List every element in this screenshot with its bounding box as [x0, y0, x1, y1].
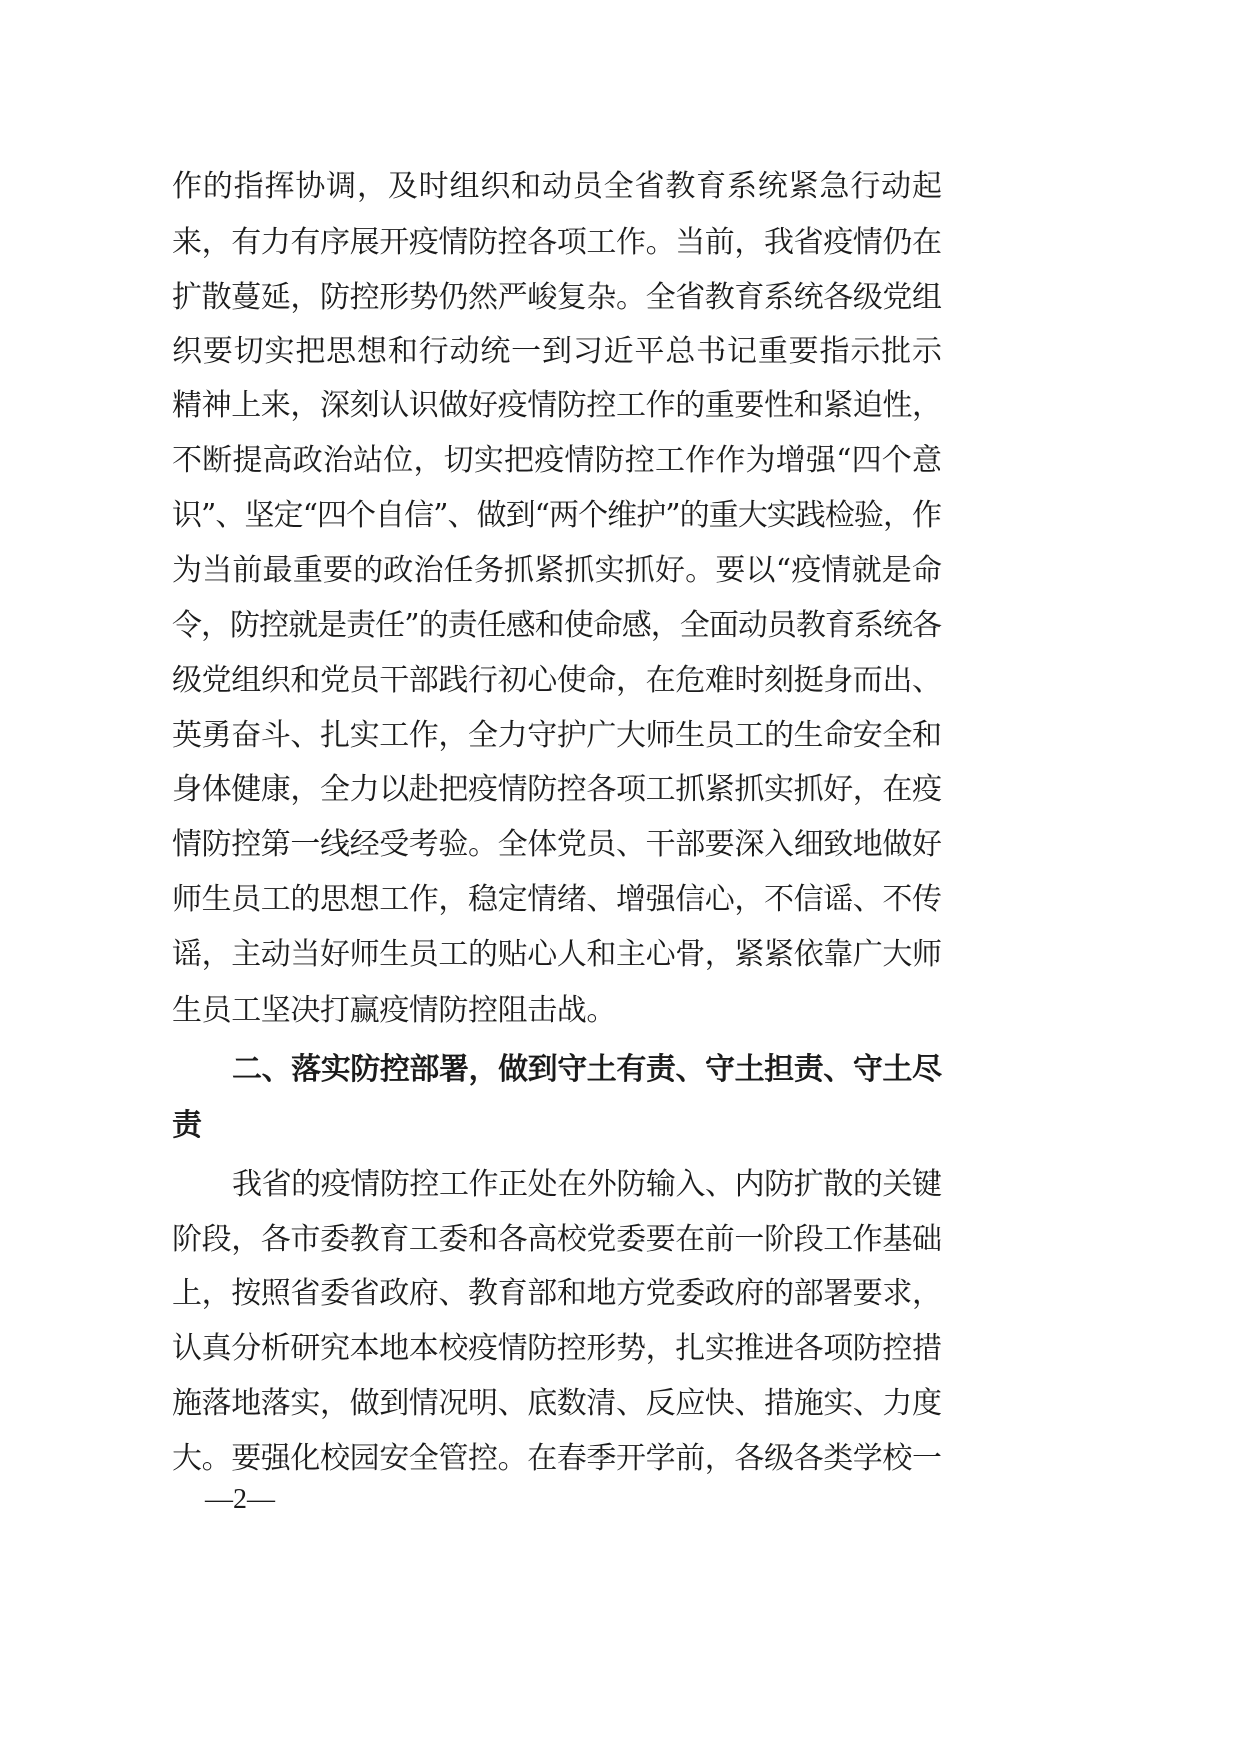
body-text-line: 谣，主动当好师生员工的贴心人和主心骨，紧紧依靠广大师 — [172, 937, 942, 972]
body-text-line: 情防控第一线经受考验。全体党员、干部要深入细致地做好 — [172, 827, 942, 862]
body-text-line: 扩散蔓延，防控形势仍然严峻复杂。全省教育系统各级党组 — [172, 280, 942, 315]
body-text-line: 生员工坚决打赢疫情防控阻击战。 — [172, 993, 616, 1028]
body-text-line: 为当前最重要的政治任务抓紧抓实抓好。要以“疫情就是命 — [172, 553, 943, 588]
section-heading-line: 责 — [172, 1108, 202, 1143]
body-text-line: 作的指挥协调，及时组织和动员全省教育系统紧急行动起 — [172, 169, 943, 204]
body-text-line: 施落地落实，做到情况明、底数清、反应快、措施实、力度 — [172, 1386, 942, 1421]
body-text-line: 令，防控就是责任”的责任感和使命感，全面动员教育系统各 — [172, 608, 942, 643]
body-text-line: 上，按照省委省政府、教育部和地方党委政府的部署要求， — [172, 1276, 942, 1311]
body-text-line: 不断提高政治站位，切实把疫情防控工作作为增强“四个意 — [172, 443, 943, 478]
body-text-line: 我省的疫情防控工作正处在外防输入、内防扩散的关键 — [232, 1167, 942, 1202]
page-number: —2— — [205, 1484, 275, 1515]
body-text-line: 织要切实把思想和行动统一到习近平总书记重要指示批示 — [172, 334, 943, 369]
section-heading-line: 二、落实防控部署，做到守土有责、守土担责、守土尽 — [232, 1052, 942, 1087]
body-text-line: 来，有力有序展开疫情防控各项工作。当前，我省疫情仍在 — [172, 225, 942, 260]
body-text-line: 识”、坚定“四个自信”、做到“两个维护”的重大实践检验，作 — [172, 498, 942, 533]
body-text-line: 英勇奋斗、扎实工作，全力守护广大师生员工的生命安全和 — [172, 718, 942, 753]
body-text-line: 身体健康，全力以赴把疫情防控各项工抓紧抓实抓好，在疫 — [172, 772, 942, 807]
body-text-line: 精神上来，深刻认识做好疫情防控工作的重要性和紧迫性， — [172, 388, 942, 423]
body-text-line: 级党组织和党员干部践行初心使命，在危难时刻挺身而出、 — [172, 663, 942, 698]
body-text-line: 大。要强化校园安全管控。在春季开学前，各级各类学校一 — [172, 1441, 942, 1476]
body-text-line: 师生员工的思想工作，稳定情绪、增强信心，不信谣、不传 — [172, 882, 942, 917]
body-text-line: 认真分析研究本地本校疫情防控形势，扎实推进各项防控措 — [172, 1331, 942, 1366]
body-text-line: 阶段，各市委教育工委和各高校党委要在前一阶段工作基础 — [172, 1222, 942, 1257]
